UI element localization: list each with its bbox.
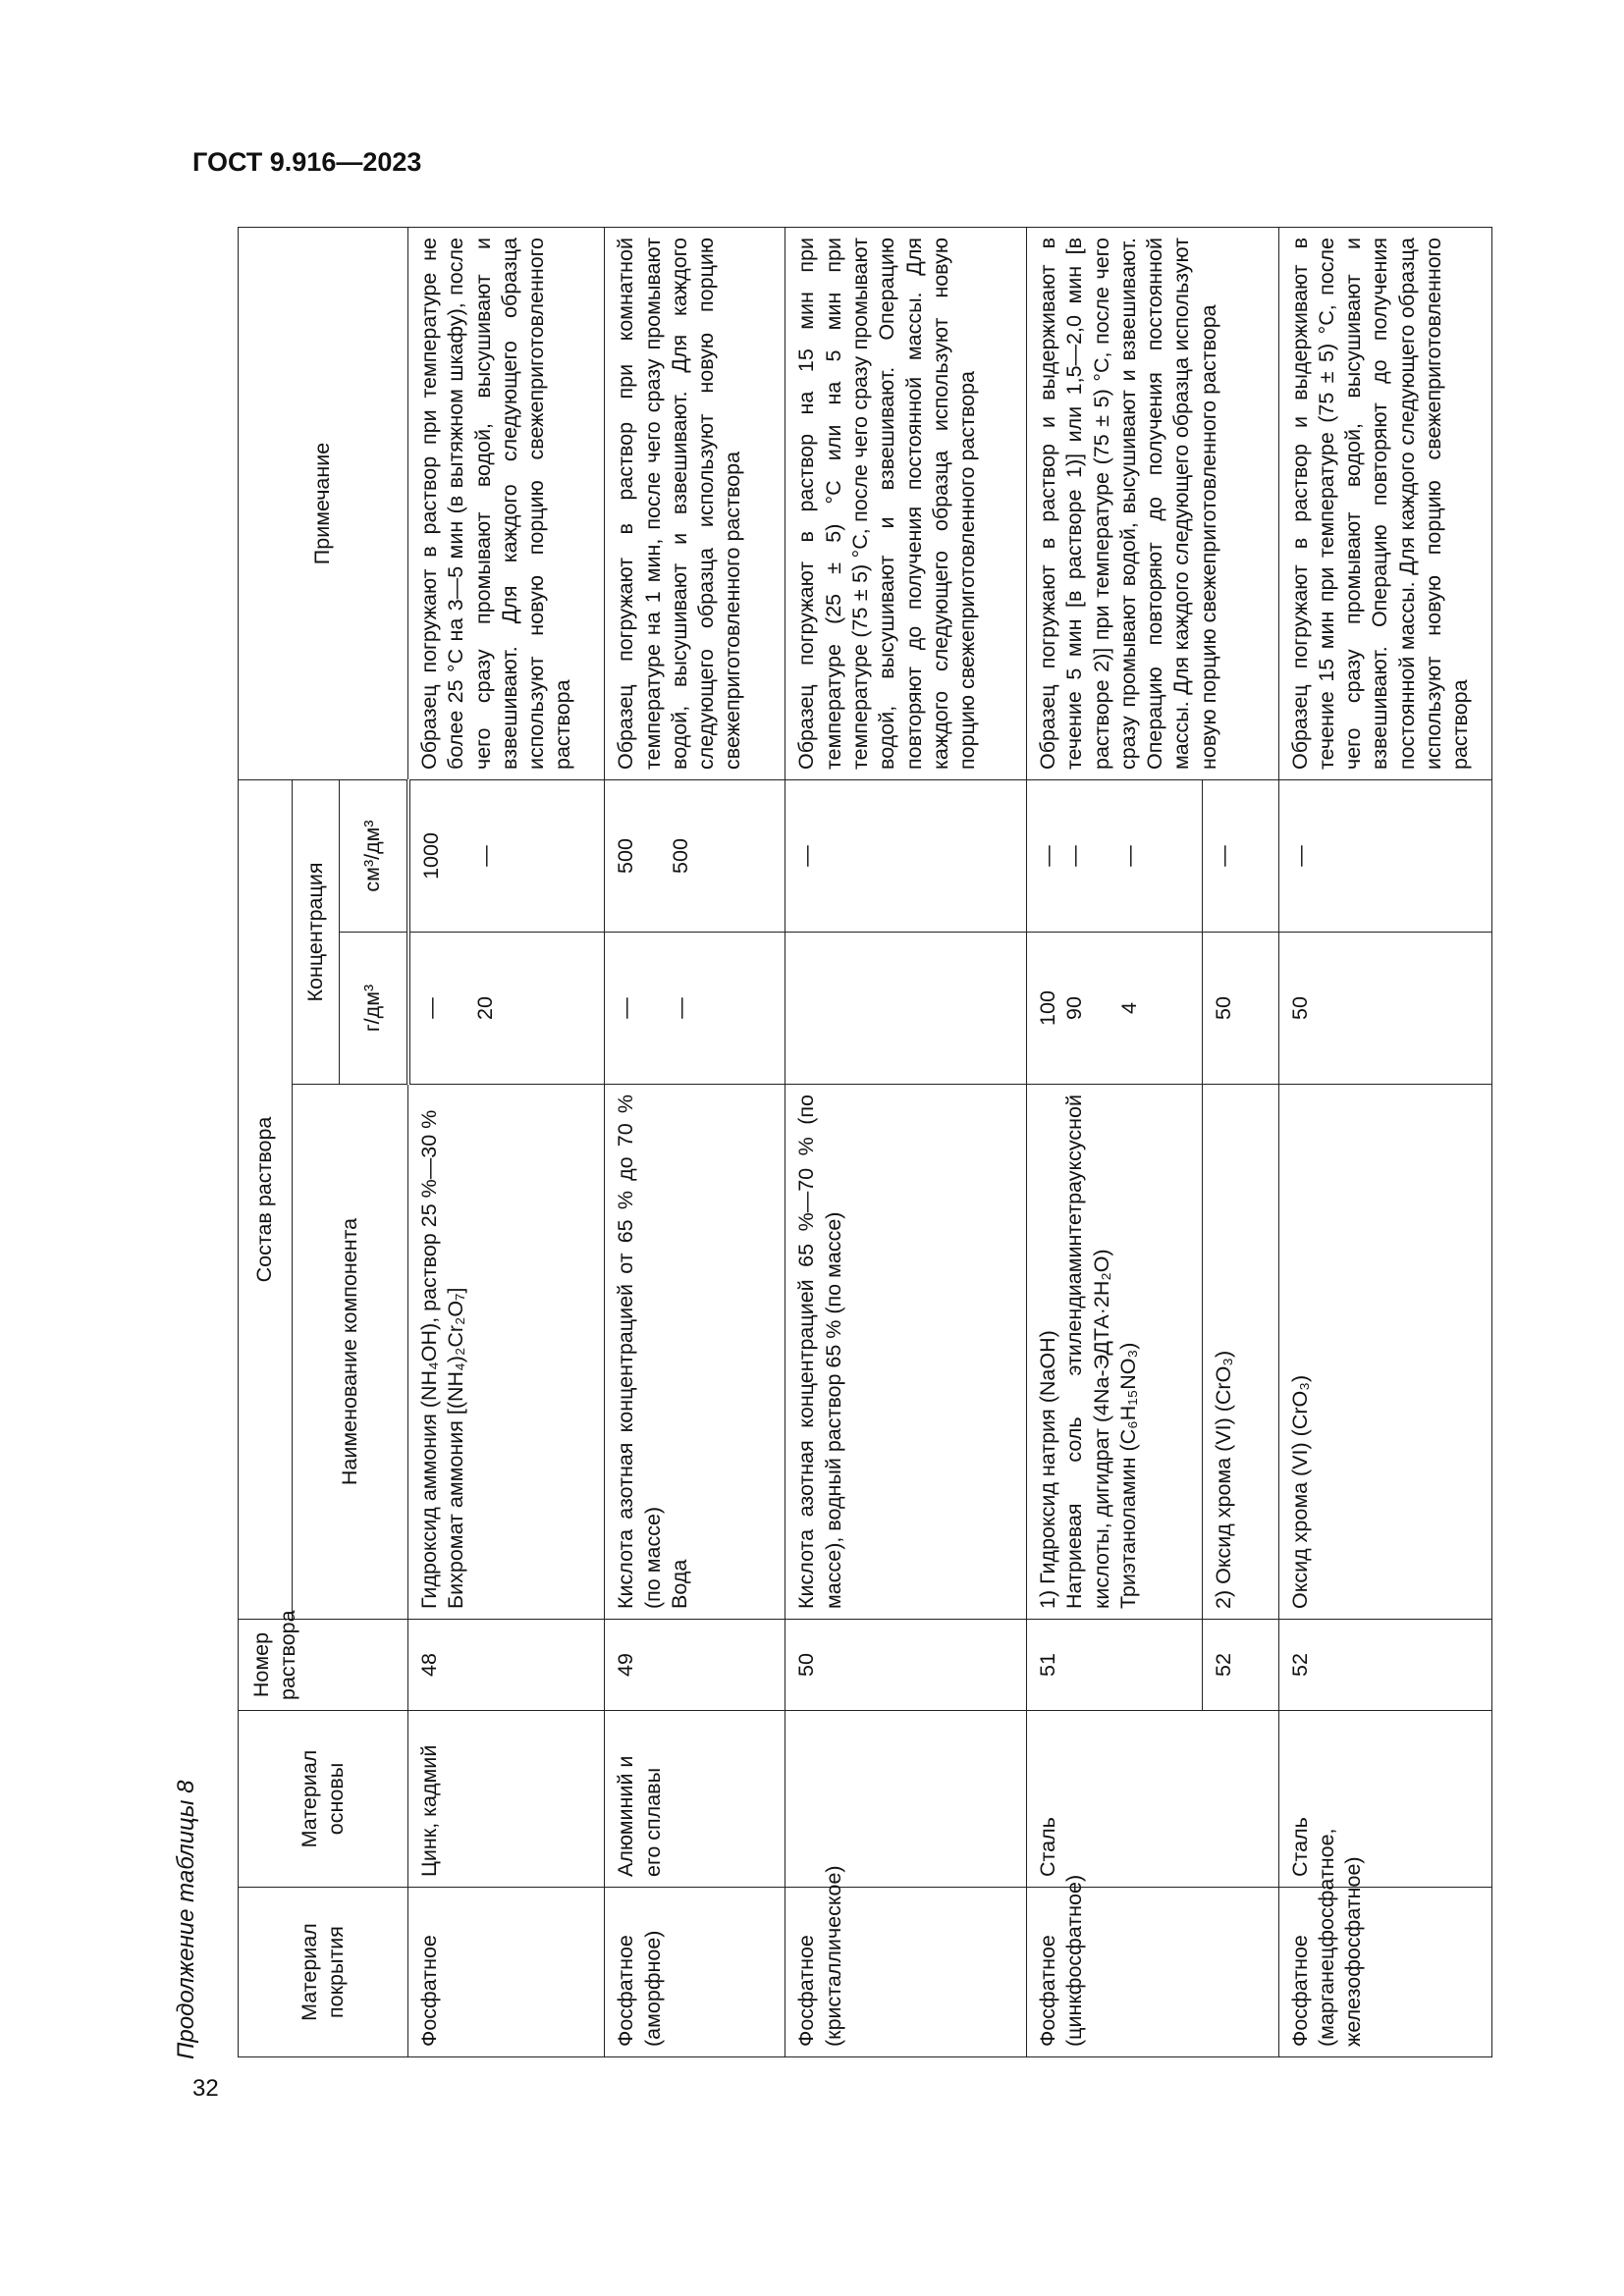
g-value: 100 [1035,990,1059,1026]
note-cell: Образец погружают в раствор на 15 мин при температуре (25 ± 5) °C или на 5 мин при температуре (75 ± 5) °C, после чего сразу промывают водой, высушивают и взвешивают. Операцию повторяют до получения постоянной массы. Для каждого следующего образца используют новую порцию свежеприготовленного раствора [785,227,1027,779]
cm-value: — [1062,845,1087,867]
note-cell: Образец погружают в раствор при температуре не более 25 °C на 3—5 мин (в вытяжном шкафу), после чего сразу промывают водой, высушивают и взвешивают. Для каждого следующего образца используют новую порцию свежеприготовленного раствора [408,227,605,779]
component-cell [1203,1085,1278,1620]
component-cell [408,1085,605,1620]
g-cell [785,933,1027,1085]
solution-number: 49 [605,1620,785,1711]
component-cell [1026,1085,1202,1620]
component-cell [785,1085,1027,1620]
header-concentration: Концентрация [293,779,340,1084]
header-base: Материал основы [239,1711,408,1888]
g-value: — [418,997,443,1019]
g-cell [605,933,785,1085]
component-cell [605,1085,785,1620]
header-component: Наименование компонента [293,1085,408,1620]
g-value: — [614,997,638,1019]
header-note: Примечание [239,227,408,779]
coating-cell: Фосфатное (марганецфосфатное, железофосфатное) [1278,1888,1491,2057]
g-cell [408,933,605,1085]
component-line: Кислота азотная концентрацией 65 %—70 % (по массе), водный раствор 65 % (по массе) [794,1095,845,1609]
table-caption: Продолжение таблицы 8 [173,1780,199,2059]
header-solution-number: Номер раствора [239,1620,408,1711]
coating-cell: Фосфатное (цинкфосфатное) [1026,1888,1278,2057]
base-cell: Сталь [1278,1711,1491,1888]
solution-number: 48 [408,1620,605,1711]
header-coating: Материал покрытия [239,1888,408,2057]
cm-cell: — [785,779,1027,932]
base-cell: Сталь [1026,1711,1278,1888]
g-value: 90 [1062,996,1087,1020]
header-composition: Состав раствора [239,779,293,1619]
solution-number: 50 [785,1620,1027,1711]
component-line: Натриевая соль этилендиаминтетрауксусной кислоты, дигидрат (4Na-ЭДТА·2H₂O) [1062,1095,1113,1609]
component-line: Гидроксид аммония (NH₄OH), раствор 25 %—30 % [417,1109,441,1609]
g-cell: 50 [1278,933,1491,1085]
cm-value: — [472,845,497,867]
cm-cell: — [1278,779,1491,932]
cm-cell: — [1203,779,1278,932]
g-value: — [668,997,692,1019]
cm-value: — [1116,845,1141,867]
component-line: Бихромат аммония [(NH₄)₂Cr₂O₇] [444,1287,468,1609]
solution-number: 51 [1026,1620,1202,1711]
g-value: 20 [472,996,497,1020]
g-cell: 50 [1203,933,1278,1085]
composition-table [238,227,1492,2057]
note-cell: Образец погружают в раствор и выдерживают в течение 15 мин при температуре (75 ± 5) °C, после чего сразу промывают водой, высушивают и взвешивают. Операцию повторяют до получения постоянной массы. Для каждого следующего образца используют новую порцию свежеприготовленного раствора [1278,227,1491,779]
solution-number: 52 [1278,1620,1491,1711]
header-g-dm3: г/дм³ [340,933,408,1085]
rotated-table-wrapper [238,228,1492,2057]
note-cell: Образец погружают в раствор и выдерживают в течение 5 мин [в растворе 1)] или 1,5—2,0 мин [в растворе 2)] при температуре (75 ± 5) °C, после чего сразу промывают водой, высушивают и взвешивают. Операцию повторяют до получения постоянной массы. Для каждого следующего образца используют новую порцию свежеприготовленного раствора [1026,227,1278,779]
base-cell: Цинк, кадмий [408,1711,605,1888]
component-line: 1) Гидроксид натрия (NaOH) [1035,1330,1059,1609]
solution-number: 52 [1203,1620,1278,1711]
component-line: Триэтаноламин (C₆H₁₅NO₃) [1115,1342,1140,1609]
component-line: Вода [667,1559,691,1609]
cm-value: — [1035,845,1059,867]
component-cell [1278,1085,1491,1620]
g-cell [1026,933,1202,1085]
component-line: 2) Оксид хрома (VI) (CrO₃) [1212,1350,1236,1609]
coating-cell: Фосфатное (аморфное) [605,1888,785,2057]
page-number: 32 [192,2075,219,2102]
component-line: Кислота азотная концентрацией от 65 % до 70 % (по массе) [614,1095,665,1609]
document-code: ГОСТ 9.916—2023 [192,147,422,177]
base-cell [785,1711,1027,1888]
note-cell: Образец погружают в раствор при комнатной температуре на 1 мин, после чего сразу промывают водой, высушивают и взвешивают. Для каждого следующего образца используют новую порцию свежеприготовленного раствора [605,227,785,779]
cm-value: 500 [668,838,692,874]
cm-value: 500 [614,838,638,874]
cm-value: 1000 [418,832,443,880]
coating-cell: Фосфатное (кристаллическое) [785,1888,1027,2057]
g-value: 4 [1116,1002,1141,1014]
header-cm3-dm3: см³/дм³ [340,779,408,932]
cm-cell [605,779,785,932]
component-line: Оксид хрома (VI) (CrO₃) [1287,1374,1312,1609]
cm-cell [1026,779,1202,932]
cm-cell [408,779,605,932]
base-cell: Алюминий и его сплавы [605,1711,785,1888]
coating-cell: Фосфатное [408,1888,605,2057]
